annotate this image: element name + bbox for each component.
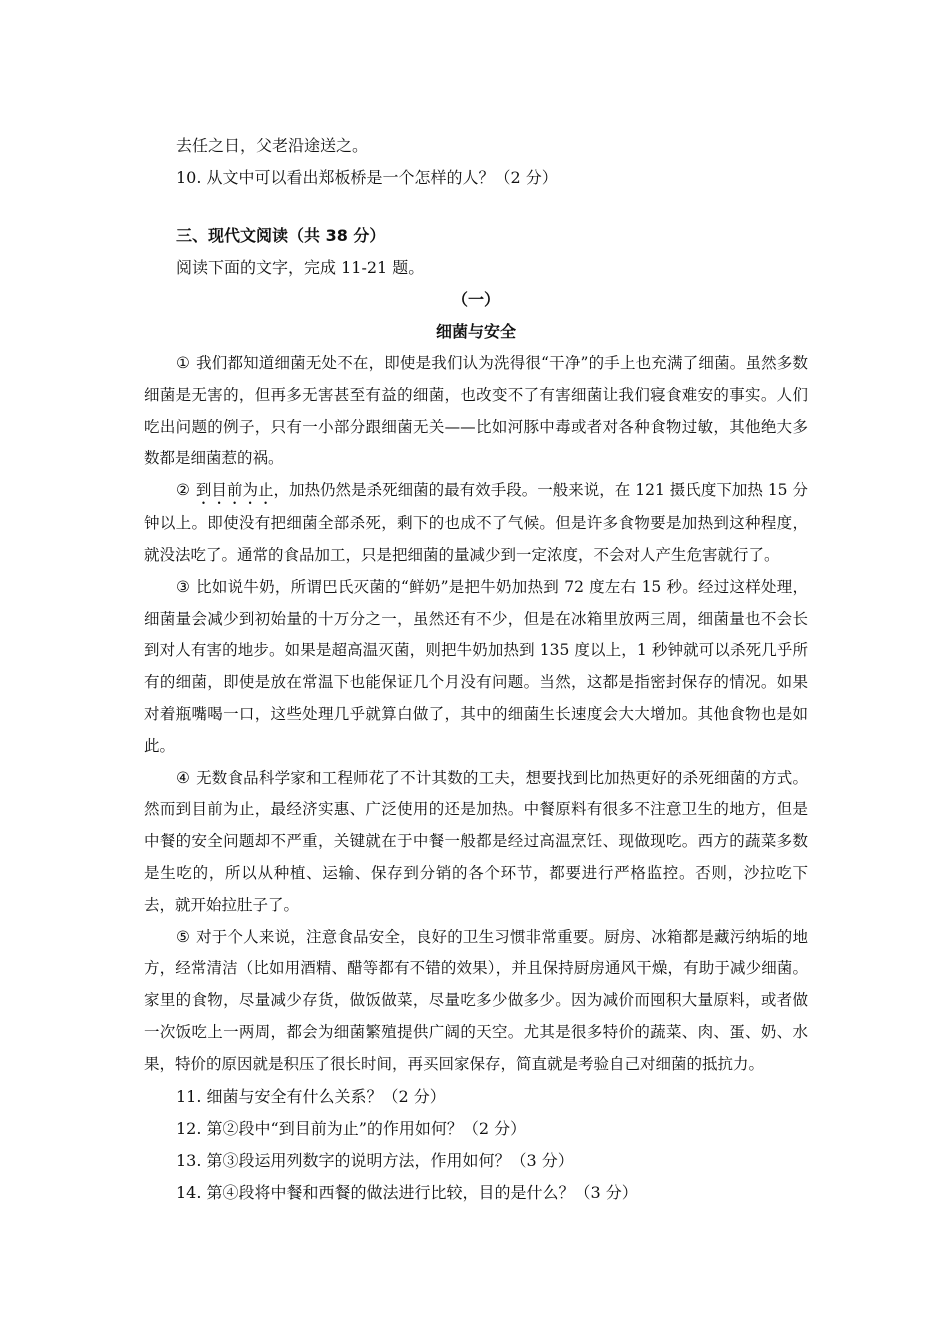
paragraph-text: 我们都知道细菌无处不在，即使是我们认为洗得很“干净”的手上也充满了细菌。虽然多数细菌是无害的，但再多无害甚至有益的细菌，也改变不了有害细菌让我们寝食难安的事实。人们吃出问题的例子，只有一小部分跟细菌无关——比如河豚中毒或者对各种食物过敏，其他绝大多数都是细菌惹的祸。 [144,354,808,468]
passage-part: （一） [451,290,500,309]
paragraph-text: ，加热仍然是杀死细菌的最有效手段。一般来说，在 121 摄氏度下加热 15 分钟以上。即使没有把细菌全部杀死，剩下的也成不了气候。但是许多食物要是加热到这种程度，就没法吃了。通常的食品加工，只是把细菌的量减少到一定浓度，不会对人产生危害就行了。 [144,481,808,564]
paragraph-number: ④ [176,768,191,787]
paragraph-3 [144,572,808,763]
document-page [144,130,808,1209]
question-11: 11. 细菌与安全有什么关系？（2 分） [176,1086,446,1106]
question-14: 14. 第④段将中餐和西餐的做法进行比较，目的是什么？（3 分） [176,1182,638,1202]
section-instruction: 阅读下面的文字，完成 11-21 题。 [176,258,425,277]
question-10: 10. 从文中可以看出郑板桥是一个怎样的人？（2 分） [176,168,558,187]
passage-title: 细菌与安全 [435,322,516,341]
paragraph-number: ② [176,481,190,500]
paragraph-5 [144,922,808,1081]
question-12: 12. 第②段中“到目前为止”的作用如何？（2 分） [176,1118,527,1138]
emphasized-phrase: 到目前为止 [195,481,274,500]
paragraph-2 [144,475,808,572]
paragraph-number: ① [176,354,191,372]
paragraph-text: 无数食品科学家和工程师花了不计其数的工夫，想要找到比加热更好的杀死细菌的方式。然而到目前为止，最经济实惠、广泛使用的还是加热。中餐原料有很多不注意卫生的地方，但是中餐的安全问题却不严重，关键就在于中餐一般都是经过高温烹饪、现做现吃。西方的蔬菜多数是生吃的，所以从种植、运输、保存到分销的各个环节，都要进行严格监控。否则，沙拉吃下去，就开始拉肚子了。 [144,768,808,914]
question-13: 13. 第③段运用列数字的说明方法，作用如何？（3 分） [176,1150,574,1170]
paragraph-text: 对于个人来说，注意食品安全，良好的卫生习惯非常重要。厨房、冰箱都是藏污纳垢的地方，经常清洁（比如用酒精、醋等都有不错的效果），并且保持厨房通风干燥，有助于减少细菌。家里的食物，尽量减少存货，做饭做菜，尽量吃多少做多少。因为减价而囤积大量原料，或者做一次饭吃上一两周，都会为细菌繁殖提供广阔的天空。尤其是很多特价的蔬菜、肉、蛋、奶、水果，特价的原因就是积压了很长时间，再买回家保存，简直就是考验自己对细菌的抵抗力。 [144,927,808,1073]
paragraph-number: ⑤ [176,927,191,946]
section-title: 三、现代文阅读（共 38 分） [176,226,386,245]
paragraph-4 [144,763,808,922]
paragraph-number: ③ [176,577,191,596]
paragraph-text: 比如说牛奶，所谓巴氏灭菌的“鲜奶”是把牛奶加热到 72 度左右 15 秒。经过这样处理，细菌量会减少到初始量的十万分之一，虽然还有不少，但是在冰箱里放两三周，细菌量也不会长到对人有害的地步。如果是超高温灭菌，则把牛奶加热到 135 度以上，1 秒钟就可以杀死几乎所有的细菌，即使是放在常温下也能保证几个月没有问题。当然，这都是指密封保存的情况。如果对着瓶嘴喝一口，这些处理几乎就算白做了，其中的细菌生长速度会大大增加。其他食物也是如此。 [144,577,808,755]
text-line: 去任之日，父老沿途送之。 [176,136,369,155]
paragraph-1 [144,348,808,475]
